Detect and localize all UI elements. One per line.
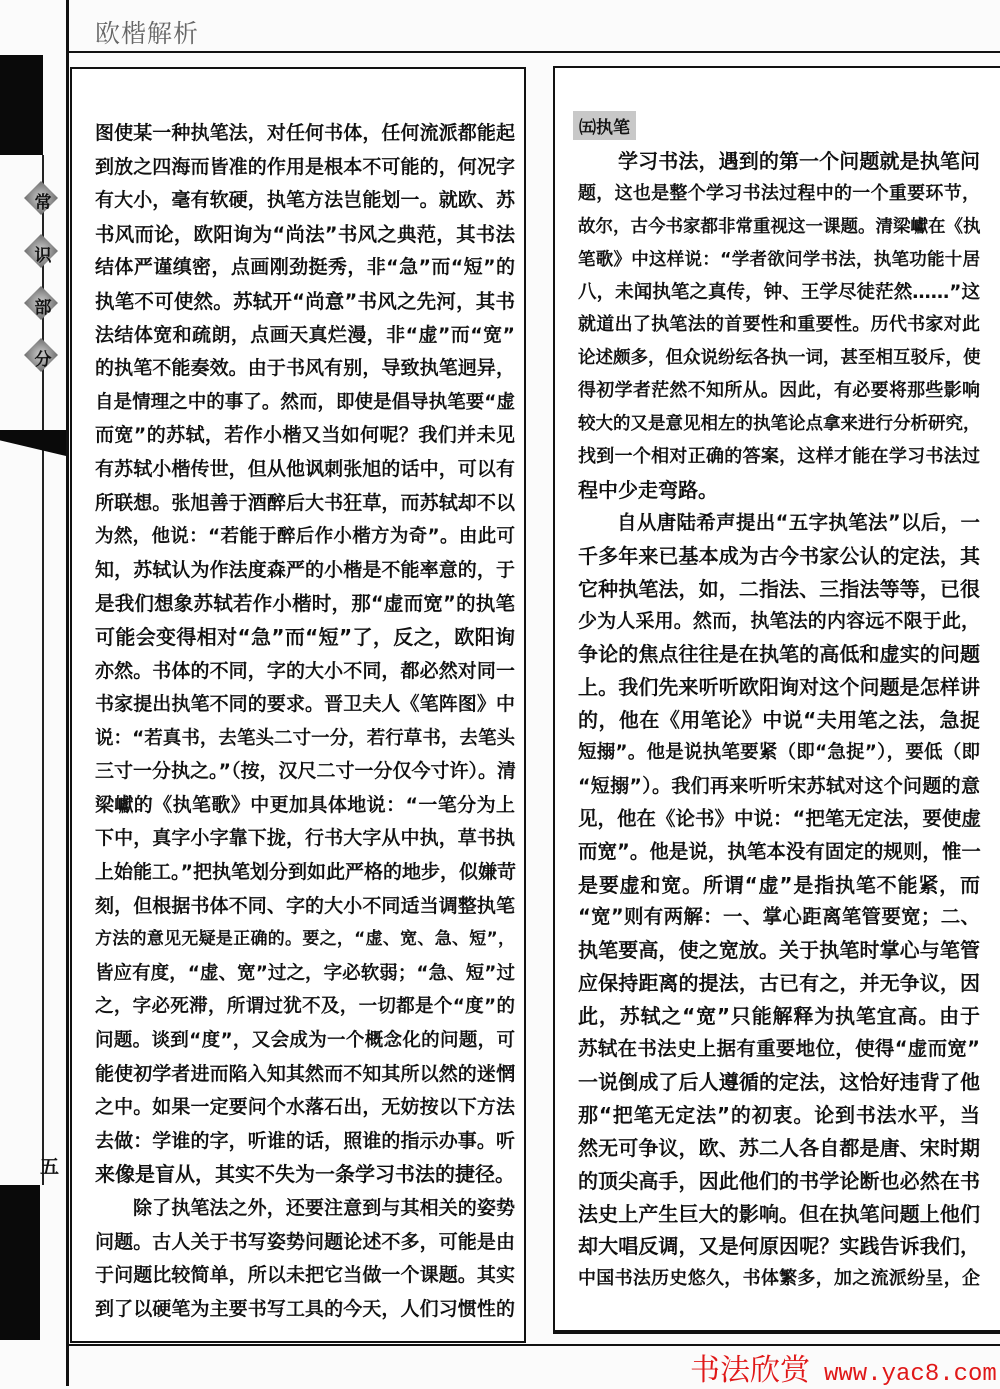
text-line: 却大唱反调，又是何原因呢？实践告诉我们， bbox=[578, 1234, 980, 1259]
text-line: 八，未闻执笔之真传，钟、王学尽徒茫然……”这 bbox=[578, 281, 980, 303]
side-decor-band bbox=[0, 430, 66, 456]
section-diamond-icon: 分 bbox=[26, 340, 60, 374]
text-line: 说：“若真书，去笔头二寸一分，若行草书，去笔头 bbox=[95, 727, 515, 749]
side-decor-block-bottom bbox=[0, 1185, 40, 1340]
text-line: 苏轼在书法史上据有重要地位，使得“虚而宽” bbox=[578, 1037, 980, 1061]
text-line: 论述颇多，但众说纷纭各执一词，甚至相互驳斥，使 bbox=[578, 348, 981, 369]
text-line: 自是情理之中的事了。然而，即使是倡导执笔要“虚 bbox=[95, 391, 515, 413]
text-line: 应保持距离的提法，古已有之，并无争议，因 bbox=[578, 971, 980, 996]
side-decor-block-top bbox=[0, 55, 43, 155]
text-line: 的，他在《用笔论》中说“夫用笔之法，急捉 bbox=[578, 708, 980, 733]
section-diamond-icon: 识 bbox=[26, 236, 60, 270]
text-line: 之，字必死滞，所谓过犹不及，一切都是个“度”的 bbox=[95, 996, 515, 1018]
watermark-url: www.yac8.com bbox=[824, 1361, 997, 1388]
text-line: 亦然。书体的不同，字的大小不同，都必然对同一 bbox=[95, 659, 515, 682]
text-line: 笔歌》中这样说：“学者欲问学书法，执笔功能十居 bbox=[578, 249, 980, 270]
text-line: 是我们想象苏轼若作小楷时，那“虚而宽”的执笔 bbox=[95, 592, 515, 616]
text-line: 得初学者茫然不知所从。因此，有必要将那些影响 bbox=[578, 380, 980, 402]
section-diamond-icon: 部 bbox=[26, 288, 60, 322]
text-line: 于问题比较简单，所以未把它当做一个课题。其实 bbox=[95, 1264, 515, 1287]
left-column-text bbox=[95, 117, 515, 1326]
text-line: “短搦”）。我们再来听听宋苏轼对这个问题的意 bbox=[578, 774, 980, 797]
text-line: 那“把笔无定法”的初衷。论到书法水平，当 bbox=[578, 1102, 980, 1127]
text-line: 三寸一分执之。”（按，汉尺二寸一分仅今寸许）。清 bbox=[95, 760, 516, 783]
text-line: 书风而论，欧阳询为“尚法”书风之典范，其书法 bbox=[95, 222, 515, 246]
right-column-text bbox=[578, 145, 980, 1296]
text-line: 学习书法，遇到的第一个问题就是执笔问 bbox=[618, 149, 980, 173]
text-line: 图使某一种执笔法，对任何书体，任何流派都能起 bbox=[95, 122, 515, 144]
section-heading: ㈤执笔 bbox=[573, 111, 636, 140]
text-line: 可能会变得相对“急”而“短”了，反之，欧阳询 bbox=[95, 624, 515, 649]
text-line: 找到一个相对正确的答案，这样才能在学习书法过 bbox=[578, 446, 980, 468]
text-line: 之中。如果一定要问个水落石出，无妨按以下方法 bbox=[95, 1096, 515, 1119]
text-line: 程中少走弯路。 bbox=[578, 477, 718, 502]
page-number: 五 bbox=[40, 1156, 60, 1178]
text-line: 的顶尖高手，因此他们的书学论断也必然在书 bbox=[578, 1168, 980, 1193]
text-line: 上始能工。”把执笔划分到如此严格的地步，似嫌苛 bbox=[95, 861, 516, 884]
running-header-title: 欧楷解析 bbox=[95, 19, 200, 48]
text-line: 有苏轼小楷传世，但从他讽刺张旭的话中，可以有 bbox=[95, 457, 515, 480]
text-line: 故尔，古今书家都非常重视这一课题。清梁巘在《执 bbox=[578, 216, 981, 237]
text-line: 是要虚和宽。所谓“虚”是指执笔不能紧，而 bbox=[578, 872, 980, 897]
text-line: 就道出了执笔法的首要性和重要性。历代书家对此 bbox=[578, 314, 980, 336]
watermark bbox=[690, 1345, 997, 1389]
text-line: 少为人采用。然而，执笔法的内容远不限于此， bbox=[578, 610, 980, 633]
text-line: 书家提出执笔不同的要求。晋卫夫人《笔阵图》中 bbox=[95, 693, 515, 716]
text-line: 方法的意见无疑是正确的。要之，“虚、宽、急、短”， bbox=[95, 929, 515, 950]
text-line: 而宽”。他是说，执笔本没有固定的规则，惟一 bbox=[578, 839, 981, 863]
text-line: 去做：学谁的字，听谁的话，照谁的指示办事。听 bbox=[95, 1129, 515, 1152]
text-line: 到放之四海而皆准的作用是根本不可能的，何况字 bbox=[95, 155, 515, 178]
text-line: 来像是盲从，其实不失为一条学习书法的捷径。 bbox=[95, 1162, 515, 1187]
text-line: 问题。古人关于书写姿势问题论述不多，可能是由 bbox=[95, 1230, 515, 1253]
text-line: 除了执笔法之外，还要注意到与其相关的姿势 bbox=[133, 1197, 515, 1219]
text-line: 法结体宽和疏朗，点画天真烂漫，非“虚”而“宽” bbox=[95, 323, 515, 346]
text-line: 有大小，毫有软硬，执笔方法岂能划一。就欧、苏 bbox=[95, 189, 515, 212]
text-line: 结体严谨缜密，点画刚劲挺秀，非“急”而“短”的 bbox=[95, 256, 515, 279]
header-rule bbox=[66, 51, 1000, 53]
right-frame-rule bbox=[553, 1330, 1000, 1332]
text-line: 为然，他说：“若能于醉后作小楷方为奇”。由此可 bbox=[95, 526, 515, 548]
text-line: 法史上产生巨大的影响。但在执笔问题上他们 bbox=[578, 1201, 980, 1226]
watermark-text: 书法欣赏 bbox=[690, 1353, 810, 1388]
text-line: 能使初学者进而陷入知其然而不知其所以然的迷惘 bbox=[95, 1062, 515, 1085]
text-line: 到了以硬笔为主要书写工具的今天，人们习惯性的 bbox=[95, 1297, 515, 1320]
text-line: 执笔要高，使之宽放。关于执笔时掌心与笔管 bbox=[578, 938, 980, 963]
text-line: 而宽”的苏轼，若作小楷又当如何呢？我们并未见 bbox=[95, 424, 515, 447]
text-line: 自从唐陆希声提出“五字执笔法”以后，一 bbox=[617, 510, 980, 534]
text-line: 上。我们先来听听欧阳询对这个问题是怎样讲 bbox=[578, 675, 980, 700]
text-line: 的执笔不能奏效。由于书风有别，导致执笔迥异， bbox=[95, 357, 515, 380]
text-line: 执笔不可使然。苏轼开“尚意”书风之先河，其书 bbox=[95, 289, 515, 313]
text-line: 下中，真字小字靠下拢，行书大字从中执，草书执 bbox=[95, 827, 515, 850]
text-line: 然无可争议，欧、苏二人各自都是唐、宋时期 bbox=[578, 1135, 980, 1160]
text-line: 一说倒成了后人遵循的定法，这恰好违背了他 bbox=[578, 1069, 980, 1094]
text-line: 问题。谈到“度”，又会成为一个概念化的问题，可 bbox=[95, 1030, 515, 1052]
text-line: 见，他在《论书》中说：“把笔无定法，要使虚 bbox=[578, 806, 981, 830]
page-gutter-line bbox=[66, 0, 69, 1386]
text-line: 梁巘的《执笔歌》中更加具体地说：“一笔分为上 bbox=[95, 793, 515, 816]
text-line: 千多年来已基本成为古今书家公认的定法，其 bbox=[578, 543, 980, 568]
text-line: 短搦”。他是说执笔要紧（即“急捉”），要低（即 bbox=[578, 742, 980, 764]
text-line: 此，苏轼之“宽”只能解释为执笔宜高。由于 bbox=[578, 1004, 980, 1029]
text-line: “宽”则有两解：一、掌心距离笔管要宽；二、 bbox=[578, 905, 980, 929]
text-line: 所联想。张旭善于酒醉后大书狂草，而苏轼却不以 bbox=[95, 491, 515, 514]
text-line: 中国书法历史悠久，书体繁多，加之流派纷呈，企 bbox=[578, 1268, 980, 1290]
section-diamond-icon: 常 bbox=[26, 183, 60, 217]
text-line: 刻，但根据书体不同、字的大小不同适当调整执笔 bbox=[95, 894, 515, 917]
text-line: 知，苏轼认为作法度森严的小楷是不能率意的，于 bbox=[95, 558, 515, 581]
text-line: 皆应有度，“虚、宽”过之，字必软弱；“急、短”过 bbox=[95, 962, 515, 984]
text-line: 题，这也是整个学习书法过程中的一个重要环节， bbox=[578, 182, 980, 204]
text-line: 争论的焦点往往是在执笔的高低和虚实的问题 bbox=[578, 642, 980, 667]
text-line: 较大的又是意见相左的执笔论点拿来进行分析研究， bbox=[578, 414, 981, 435]
text-line: 它种执笔法，如，二指法、三指法等等，已很 bbox=[578, 576, 980, 601]
